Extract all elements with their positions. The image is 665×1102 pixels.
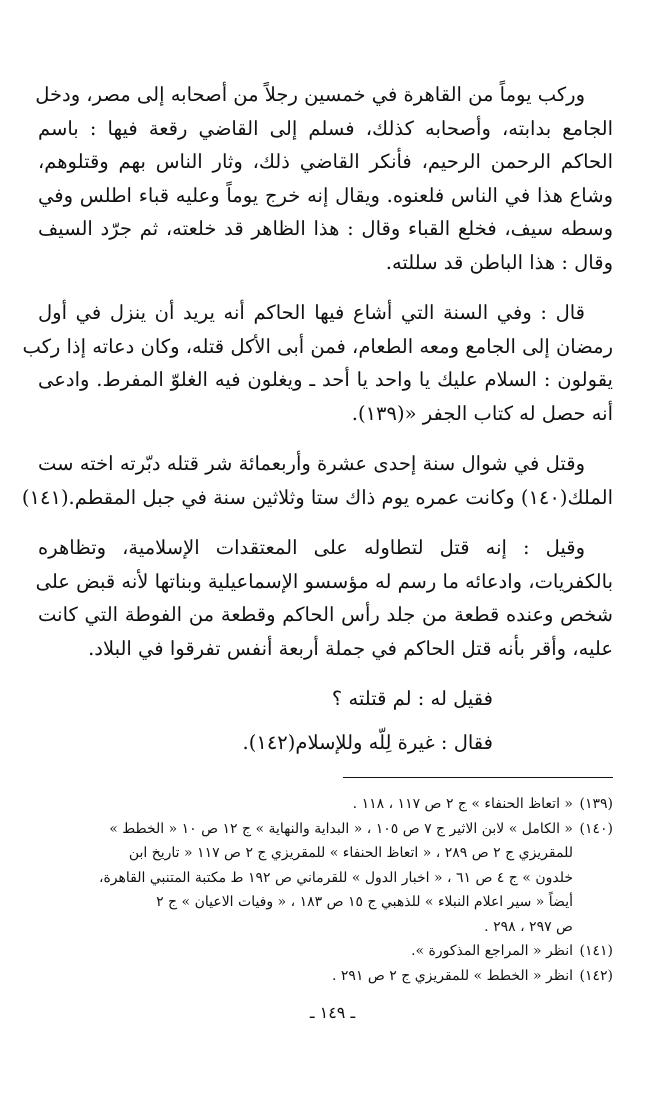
- text-line: عليه، وأقر بأنه قتل الحاكم في جملة أربعة أنفس تفرقوا في البلاد.: [88, 636, 613, 660]
- footnote-text: ص ٢٩٧ ، ٢٩٨ .: [484, 918, 573, 935]
- text-line: الملك(١٤٠) وكانت عمره يوم ذاك ستا وثلاثين سنة في جبل المقطم.(١٤١): [21, 485, 613, 509]
- footnote-text: للمقريزي ج ٢ ص ٢٨٩ ، « اتعاظ الحنفاء » للمقريزي ج ٢ ص ١١٧ « تاريخ ابن: [128, 845, 573, 861]
- footnote-141: [38, 939, 613, 964]
- footnote-140: [38, 817, 613, 940]
- page-number: ـ ١٤٩ ـ: [309, 1003, 356, 1022]
- footnote-number: (١٣٩): [579, 796, 613, 812]
- text-line: شخص وعنده قطعة من جلد رأس الحاكم وقطعة من الفوطة التي كانت: [38, 603, 613, 626]
- footnote-text: انظر « الخطط » للمقريزي ج ٢ ص ٢٩١ .: [331, 967, 573, 984]
- text-line: بالكفريات، وادعائه ما رسم له مؤسسو الإسماعيلية وبناتها لأنه قبض على: [35, 569, 613, 593]
- text-line: الجامع بدابته، وأصحابه كذلك، فسلم إلى القاضي رقعة فيها : باسم: [38, 116, 613, 140]
- footnote-text: انظر « المراجع المذكورة ».: [411, 943, 573, 959]
- text-line: الحاكم الرحمن الرحيم، فأنكر القاضي ذلك، وثار الناس بهم وقتلوهم،: [38, 150, 613, 173]
- footnotes: [38, 792, 613, 988]
- dialogue-line-question: فقيل له : لم قتلته ؟: [331, 687, 493, 710]
- footnote-number: (١٤١): [579, 943, 613, 959]
- text-line: قال : وفي السنة التي أشاع فيها الحاكم أنه يريد أن ينزل في أول: [38, 301, 585, 324]
- footnote-text: « الكامل » لابن الاثير ج ٧ ص ١٠٥ ، « البداية والنهاية » ج ١٢ ص ١٠ « الخطط »: [109, 820, 573, 837]
- text-line: وقيل : إنه قتل لتطاوله على المعتقدات الإسلامية، وتظاهره: [38, 536, 585, 559]
- footnote-number: (١٤٠): [579, 820, 613, 837]
- footnote-text: « اتعاظ الحنفاء » ج ٢ ص ١١٧ ، ١١٨ .: [352, 796, 573, 812]
- footnote-text: خلدون » ج ٤ ص ٦١ ، « اخبار الدول » للقرماني ص ١٩٢ ط مكتبة المتنبي القاهرة،: [98, 869, 573, 886]
- footnote-139: [38, 792, 613, 817]
- text-line: يقولون : السلام عليك يا واحد يا أحد ـ ويغلون فيه الغلوّ المفرط. وادعى: [38, 368, 613, 391]
- footnote-number: (١٤٢): [579, 967, 613, 984]
- paragraph-3: [21, 447, 613, 514]
- footnote-142: [38, 964, 613, 989]
- footnote-text: أيضاً « سير اعلام النبلاء » للذهبي ج ١٥ ص ١٨٣ ، « وفيات الاعيان » ج ٢: [156, 894, 573, 910]
- text-line: وقتل في شوال سنة إحدى عشرة وأربعمائة شر قتله دبّرته اخته ست: [38, 452, 585, 475]
- text-line: وركب يوماً من القاهرة في خمسين رجلاً من أصحابه إلى مصر، ودخل: [35, 83, 585, 106]
- text-line: أنه حصل له كتاب الجفر «(١٣٩).: [351, 401, 613, 425]
- paragraph-2: [22, 296, 613, 430]
- dialogue-line-answer: فقال : غيرة لِلّه وللإسلام(١٤٢).: [242, 730, 493, 754]
- footnote-divider: [343, 777, 613, 778]
- text-line: وقال : هذا الباطن قد سللته.: [385, 250, 613, 274]
- text-line: رمضان إلى الجامع ومعه الطعام، فمن أبى الأكل قتله، وكان دعاته إذا ركب: [22, 334, 613, 358]
- text-line: وسطه سيف، فخلع القباء وقال : هذا الظاهر قد خلعته، ثم جرّد السيف: [38, 217, 613, 240]
- paragraph-4: [35, 531, 613, 665]
- text-line: وشاع هذا في الناس فلعنوه. ويقال إنه خرج يوماً وعليه قباء اطلس وفي: [38, 183, 613, 207]
- paragraph-1: [35, 78, 613, 279]
